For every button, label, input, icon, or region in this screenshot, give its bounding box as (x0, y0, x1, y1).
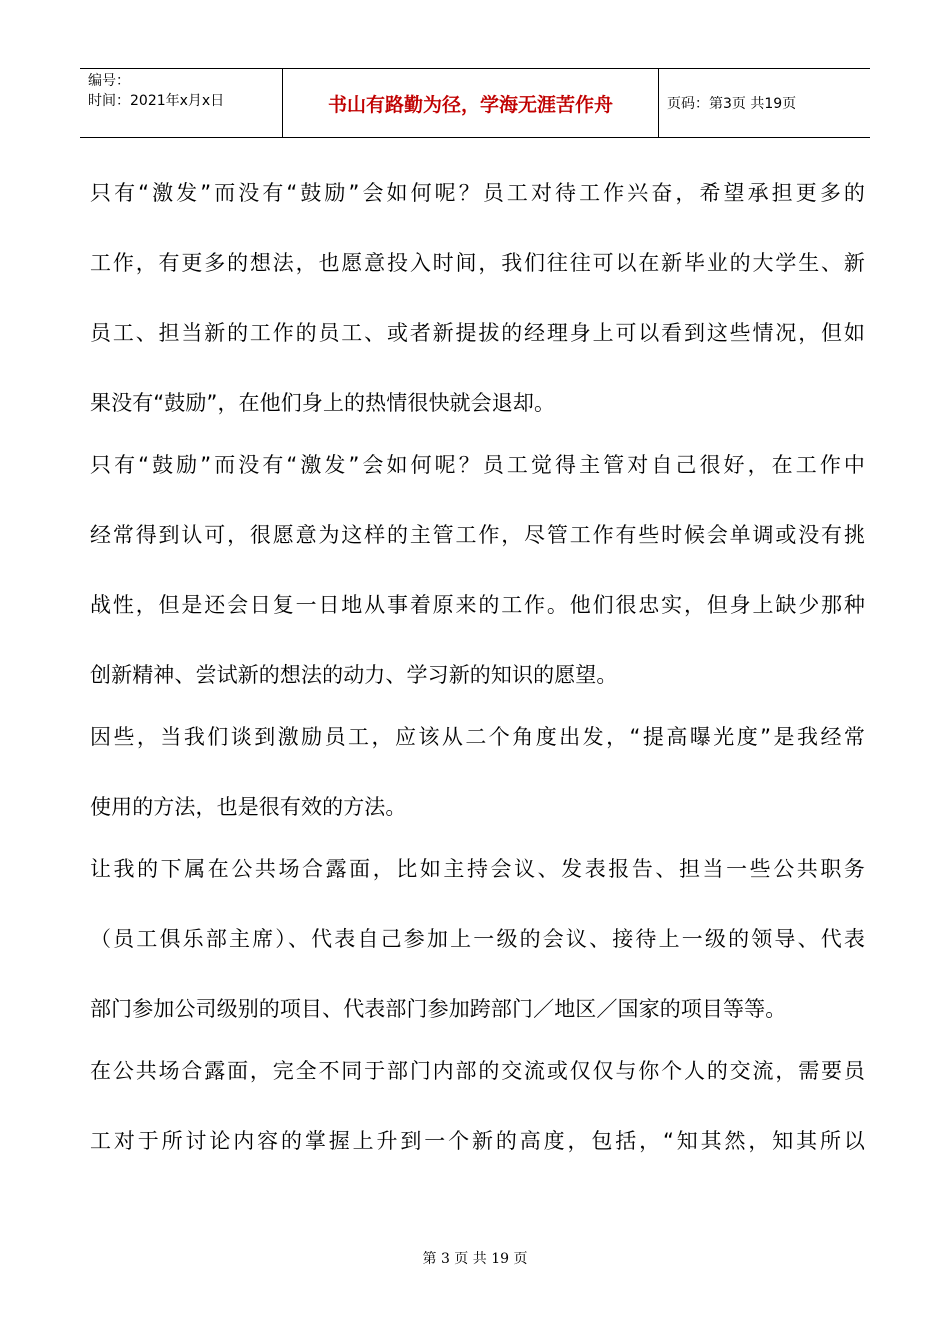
body-text-line: 工对于所讨论内容的掌握上升到一个新的高度，包括，“知其然，知其所以 (90, 1129, 865, 1153)
body-text-line: （员工俱乐部主席）、代表自己参加上一级的会议、接待上一级的领导、代表 (90, 927, 865, 951)
body-text-line: 部门参加公司级别的项目、代表部门参加跨部门／地区／国家的项目等等。 (90, 997, 787, 1021)
header-page-number: 页码：第3页 共19页 (667, 96, 797, 112)
document-number-label: 编号： (88, 73, 130, 89)
header-motto: 书山有路勤为径，学海无涯苦作舟 (327, 94, 613, 116)
document-date-label: 时间：2021年x月x日 (88, 93, 225, 109)
header-motto-cell (283, 69, 659, 137)
body-text-line: 让我的下属在公共场合露面，比如主持会议、发表报告、担当一些公共职务 (90, 857, 865, 881)
page-footer: 第 3 页 共 19 页 (422, 1251, 528, 1267)
header-meta-cell (80, 69, 283, 137)
header-table (80, 68, 870, 138)
body-text-line: 使用的方法，也是很有效的方法。 (90, 795, 407, 819)
header-page-cell (659, 69, 870, 137)
body-text-line: 只有“鼓励”而没有“激发”会如何呢？员工觉得主管对自己很好，在工作中 (90, 453, 865, 477)
body-text-line: 员工、担当新的工作的员工、或者新提拔的经理身上可以看到这些情况，但如 (90, 321, 865, 345)
body-text-line: 战性，但是还会日复一日地从事着原来的工作。他们很忠实，但身上缺少那种 (90, 593, 865, 617)
body-text-line: 果没有“鼓励”，在他们身上的热情很快就会退却。 (90, 391, 556, 415)
document-body (90, 150, 865, 1168)
body-text-line: 经常得到认可，很愿意为这样的主管工作，尽管工作有些时候会单调或没有挑 (90, 523, 865, 547)
body-text-line: 在公共场合露面，完全不同于部门内部的交流或仅仅与你个人的交流，需要员 (90, 1059, 865, 1083)
body-text-line: 因些，当我们谈到激励员工，应该从二个角度出发，“提高曝光度”是我经常 (90, 725, 865, 749)
body-text-line: 只有“激发”而没有“鼓励”会如何呢？员工对待工作兴奋，希望承担更多的 (90, 181, 865, 205)
body-text-line: 工作，有更多的想法，也愿意投入时间，我们往往可以在新毕业的大学生、新 (90, 251, 865, 275)
body-text-line: 创新精神、尝试新的想法的动力、学习新的知识的愿望。 (90, 663, 618, 687)
